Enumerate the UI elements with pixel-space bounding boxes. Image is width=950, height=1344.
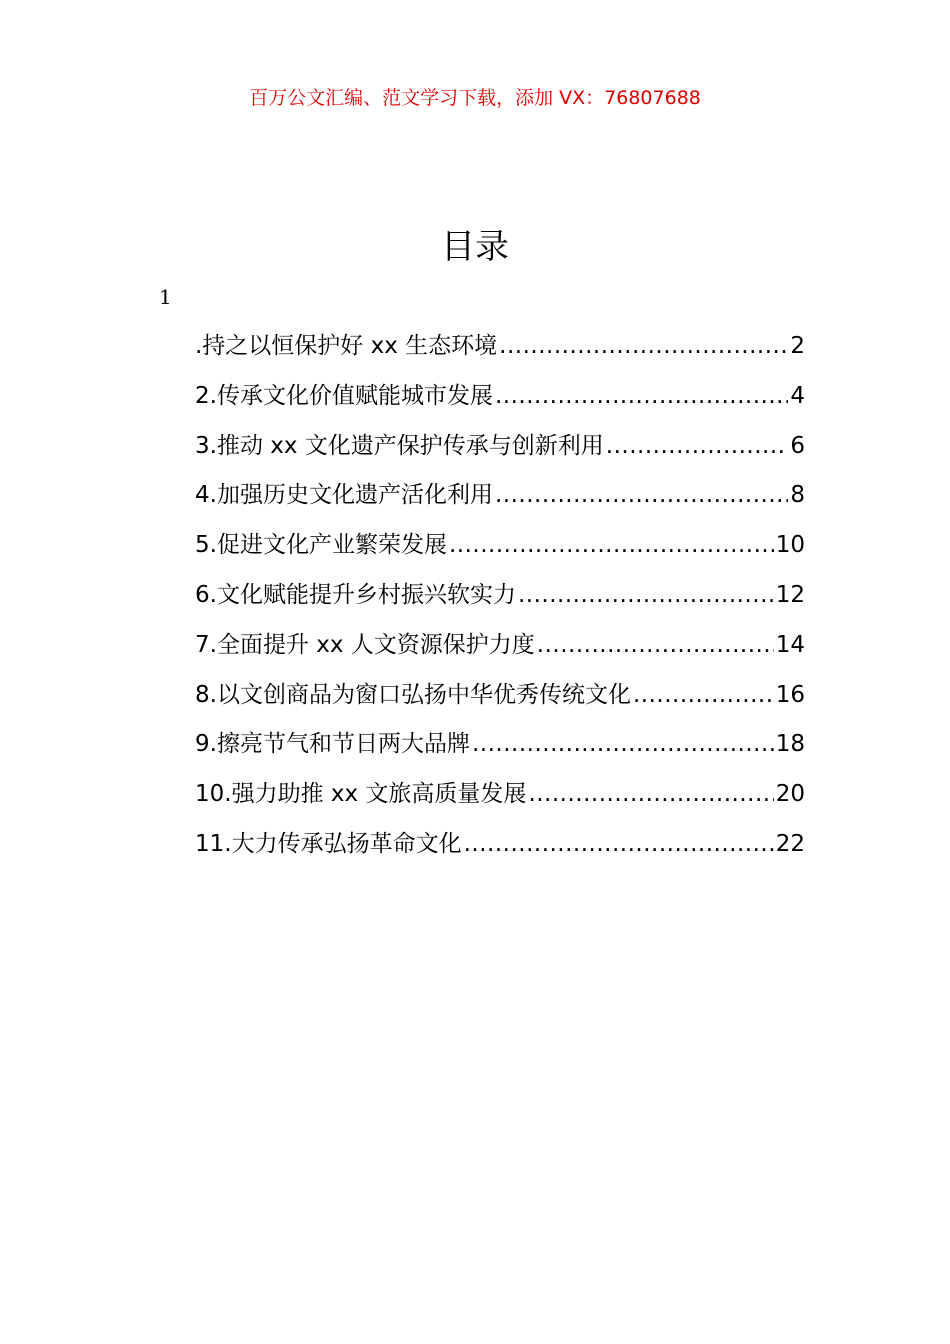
toc-entry-page: 16	[775, 681, 805, 708]
toc-dot-leader	[464, 826, 774, 862]
toc-entry-title: 6.文化赋能提升乡村振兴软实力	[195, 581, 516, 608]
toc-entry[interactable]	[195, 527, 805, 577]
document-title: 目录	[441, 227, 509, 267]
toc-entry[interactable]	[195, 826, 805, 876]
toc-entry-page: 14	[775, 631, 805, 658]
toc-entry-page: 22	[775, 830, 805, 857]
page-marker: 1	[159, 285, 172, 309]
toc-dot-leader	[537, 627, 774, 663]
toc-entry-page: 2	[790, 333, 805, 359]
toc-entry-page: 4	[790, 382, 805, 409]
toc-entry[interactable]	[195, 477, 805, 527]
toc-dot-leader	[495, 477, 788, 513]
toc-entry-page: 12	[775, 581, 805, 608]
toc-dot-leader	[528, 776, 773, 812]
toc-entry[interactable]	[195, 328, 805, 378]
toc-entry[interactable]	[195, 378, 805, 428]
toc-entry[interactable]	[195, 677, 805, 727]
toc-entry-title: 11.大力传承弘扬革命文化	[195, 830, 462, 857]
toc-entry-title: 5.促进文化产业繁荣发展	[195, 532, 447, 559]
toc-entry-title: 3.推动 xx 文化遗产保护传承与创新利用	[195, 432, 604, 459]
toc-dot-leader	[449, 527, 774, 563]
toc-entry-title: 7.全面提升 xx 人文资源保护力度	[195, 631, 535, 658]
toc-entry[interactable]	[195, 776, 805, 826]
toc-entry-page: 10	[775, 532, 805, 559]
toc-entry[interactable]	[195, 577, 805, 627]
toc-entry-title: 10.强力助推 xx 文旅高质量发展	[195, 781, 527, 808]
header-watermark-note: 百万公文汇编、范文学习下载，添加 VX：76807688	[249, 87, 701, 109]
toc-entry-title: 4.加强历史文化遗产活化利用	[195, 482, 493, 509]
toc-entry-title: 8.以文创商品为窗口弘扬中华优秀传统文化	[195, 681, 631, 708]
toc-dot-leader	[499, 328, 788, 364]
toc-entry-page: 6	[790, 432, 805, 459]
toc-entry-page: 18	[775, 731, 805, 758]
toc-dot-leader	[472, 726, 774, 762]
toc-entry-page: 20	[775, 781, 805, 808]
toc-entry-title: .持之以恒保护好 xx 生态环境	[195, 333, 498, 359]
toc-entry-title: 2.传承文化价值赋能城市发展	[195, 382, 493, 409]
toc-dot-leader	[518, 577, 774, 613]
toc-dot-leader	[606, 428, 789, 464]
toc-dot-leader	[633, 677, 774, 713]
toc-entry-title: 9.擦亮节气和节日两大品牌	[195, 731, 470, 758]
toc-entry[interactable]	[195, 726, 805, 776]
toc-entry[interactable]	[195, 627, 805, 677]
table-of-contents	[195, 328, 805, 876]
toc-entry-page: 8	[790, 482, 805, 509]
toc-entry[interactable]	[195, 428, 805, 478]
toc-dot-leader	[495, 378, 788, 414]
